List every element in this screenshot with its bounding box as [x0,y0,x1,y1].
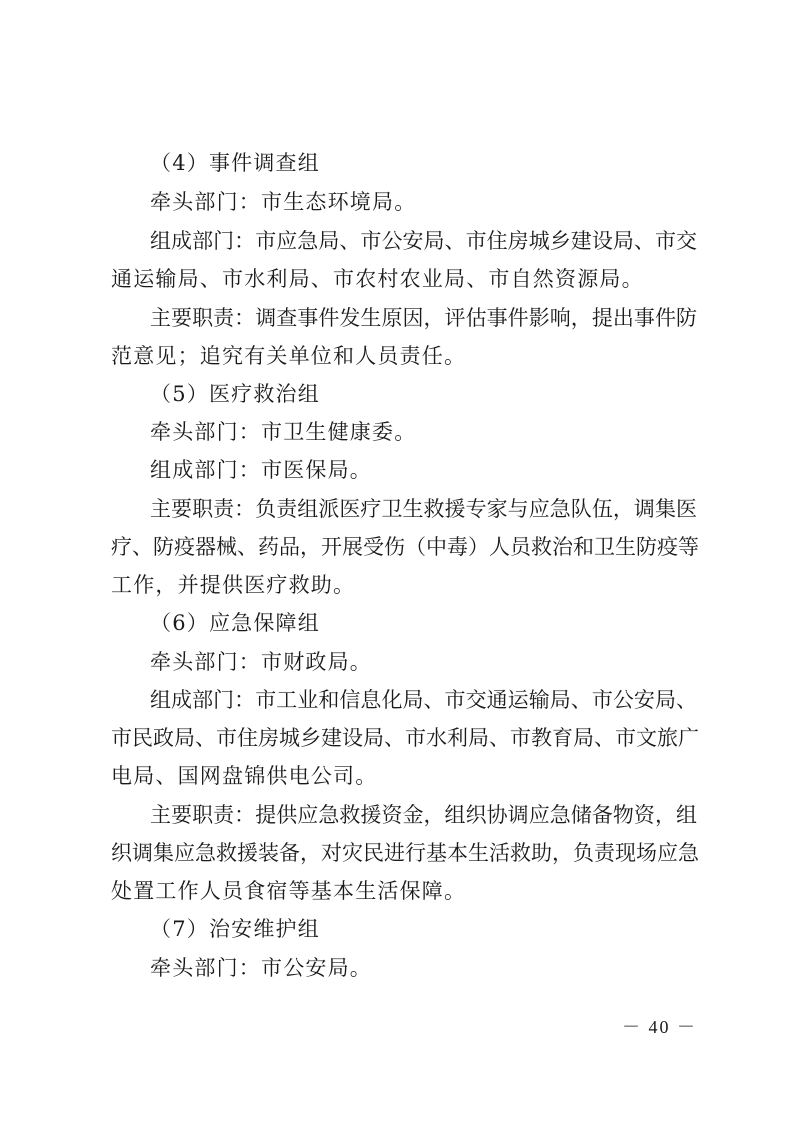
page-number: － 40 － [622,1017,697,1037]
member-departments-line: 市民政局、市住房城乡建设局、市水利局、市教育局、市文旅广 [111,726,699,750]
duties-line: 疗、防疫器械、药品，开展受伤（中毒）人员救治和卫生防疫等 [111,535,699,559]
member-departments-line: 组成部门：市医保局。 [150,458,372,482]
lead-department: 牵头部门：市财政局。 [150,650,372,674]
section-heading: （5）医疗救治组 [150,382,320,406]
member-departments-line: 组成部门：市工业和信息化局、市交通运输局、市公安局、 [150,688,697,712]
section-heading: （4）事件调查组 [150,151,320,175]
section-heading: （6）应急保障组 [150,611,320,635]
duties-line: 工作，并提供医疗救助。 [111,573,356,597]
member-departments-line: 电局、国网盘锦供电公司。 [111,764,378,788]
lead-department: 牵头部门：市生态环境局。 [150,190,417,214]
duties-line: 主要职责：负责组派医疗卫生救援专家与应急队伍，调集医 [150,497,697,521]
duties-line: 主要职责：调查事件发生原因，评估事件影响，提出事件防 [150,306,697,330]
duties-line: 范意见；追究有关单位和人员责任。 [111,344,467,368]
member-departments-line: 通运输局、市水利局、市农村农业局、市自然资源局。 [111,267,644,291]
duties-line: 处置工作人员食宿等基本生活保障。 [111,879,467,903]
section-heading: （7）治安维护组 [150,917,320,941]
duties-line: 织调集应急救援装备，对灾民进行基本生活救助，负责现场应急 [111,841,699,865]
duties-line: 主要职责：提供应急救援资金，组织协调应急储备物资，组 [150,803,697,827]
lead-department: 牵头部门：市公安局。 [150,956,372,980]
lead-department: 牵头部门：市卫生健康委。 [150,420,417,444]
member-departments-line: 组成部门：市应急局、市公安局、市住房城乡建设局、市交 [150,229,697,253]
